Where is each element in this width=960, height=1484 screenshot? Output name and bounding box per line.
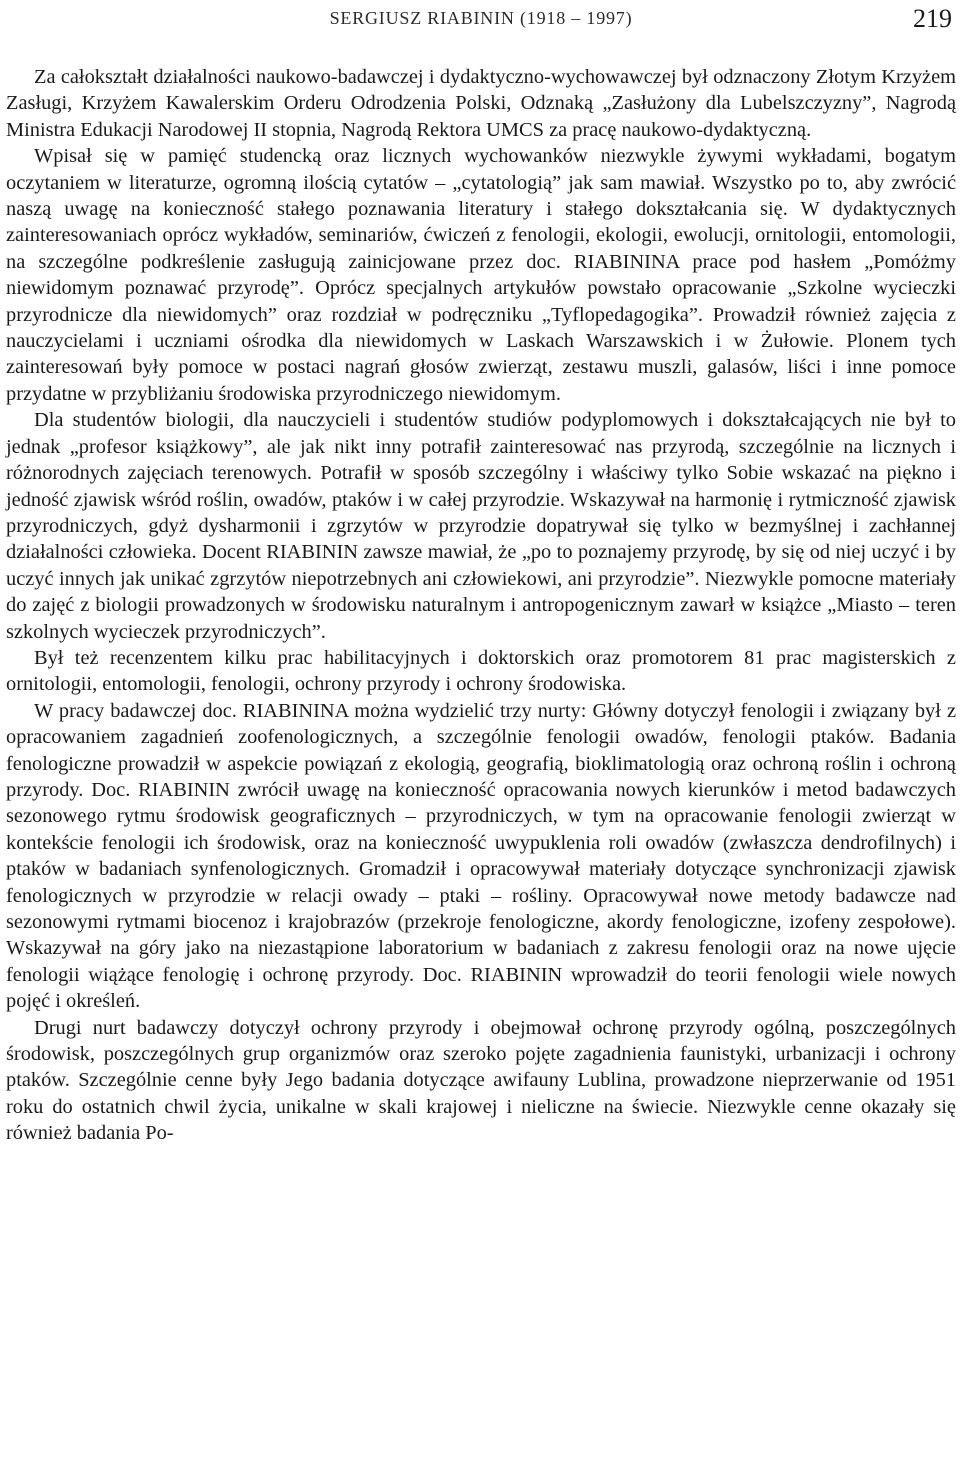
document-page bbox=[6, 0, 956, 1484]
paragraph-teaching: Wpisał się w pamięć studencką oraz licznych wychowanków niezwykle żywymi wykładami, bogatym oczytaniem w literaturze, ogromną ilością cytatów – „cytatologią” jak sam mawiał. Wszystko po to, aby zwrócić naszą uwagę na konieczność stałego poznawania literatury i stałego dokształcania się. W dydaktycznych zainteresowaniach oprócz wykładów, seminariów, ćwiczeń z fenologii, ekologii, ewolucji, ornitologii, entomologii, na szczególne podkreślenie zasługują zainicjowane przez doc. RIABININA prace pod hasłem „Pomóżmy niewidomym poznawać przyrodę”. Oprócz specjalnych artykułów powstało opracowanie „Szkolne wycieczki przyrodnicze dla niewidomych” oraz rozdział w podręczniku „Tyflopedagogika”. Prowadził również zajęcia z nauczycielami i uczniami ośrodka dla niewidomych w Laskach Warszawskich i w Żułowie. Plonem tych zainteresowań były pomoce w postaci nagrań głosów zwierząt, zestawu muszli, galasów, liści i inne pomoce przydatne w przybliżaniu środowiska przyrodniczego niewidomym. bbox=[6, 145, 956, 405]
running-title: SERGIUSZ RIABININ (1918 – 1997) bbox=[329, 8, 633, 28]
page-number: 219 bbox=[913, 4, 952, 33]
paragraph-conservation: Drugi nurt badawczy dotyczył ochrony przyrody i obejmował ochronę przyrody ogólną, poszczególnych środowisk, poszczególnych grup organizmów oraz szeroko pojęte zagadnienia faunistyki, urbanizacji i ochrony ptaków. Szczególnie cenne były Jego badania dotyczące awifauny Lublina, prowadzone nieprzerwanie od 1951 roku do ostatnich chwil życia, unikalne w skali krajowej i nieliczne na świecie. Niezwykle cenne okazały się również badania Po- bbox=[6, 1016, 956, 1145]
paragraph-awards: Za całokształt działalności naukowo-badawczej i dydaktyczno-wychowawczej był odznaczony Złotym Krzyżem Zasługi, Krzyżem Kawalerskim Orderu Odrodzenia Polski, Odznaką „Zasłużony dla Lubelszczyzny”, Nagrodą Ministra Edukacji Narodowej II stopnia, Nagrodą Rektora UMCS za pracę naukowo-dydaktyczną. bbox=[6, 66, 956, 141]
paragraph-research: W pracy badawczej doc. RIABININA można wydzielić trzy nurty: Główny dotyczył fenologii i związany był z opracowaniem zagadnień zoofenologicznych, a szczególnie fenologii owadów, fenologii ptaków. Badania fenologiczne prowadził w aspekcie powiązań z ekologią, geografią, bioklimatologią oraz ochroną roślin i ochroną przyrody. Doc. RIABININ zwrócił uwagę na konieczność opracowania nowych kierunków i metod badawczych sezonowego rytmu środowisk geograficznych – przyrodniczych, w tym na opracowanie fenologii zwierząt w kontekście fenologii ich środowisk, oraz na konieczność uwypuklenia roli owadów (zwłaszcza dendrofilnych) i ptaków w badaniach synfenologicznych. Gromadził i opracowywał materiały dotyczące synchronizacji zjawisk fenologicznych w przyrodzie w relacji owady – ptaki – rośliny. Opracowywał nowe metody badawcze nad sezonowymi rytmami biocenoz i krajobrazów (przekroje fenologiczne, akordy fenologiczne, izofeny zespołowe). Wskazywał na góry jako na niezastąpione laboratorium w badaniach z zakresu fenologii oraz na nowe ujęcie fenologii wiążące fenologię i ochronę przyrody. Doc. RIABININ wprowadził do teorii fenologii wiele nowych pojęć i określeń. bbox=[6, 699, 956, 1013]
body-text bbox=[6, 64, 956, 1147]
paragraph-students: Dla studentów biologii, dla nauczycieli i studentów studiów podyplomowych i dokształcających nie był to jednak „profesor książkowy”, ale jak nikt inny potrafił zainteresować nas przyrodą, szczególnie na licznych i różnorodnych zajęciach terenowych. Potrafił w sposób szczególny i właściwy tylko Sobie wskazać na piękno i jedność zjawisk wśród roślin, owadów, ptaków i w całej przyrodzie. Wskazywał na harmonię i rytmiczność zjawisk przyrodniczych, gdyż dysharmonii i zgrzytów w przyrodzie dopatrywał się tylko w bezmyślnej i zachłannej działalności człowieka. Docent RIABININ zawsze mawiał, że „po to poznajemy przyrodę, by się od niej uczyć i by uczyć innych jak unikać zgrzytów niepotrzebnych ani człowiekowi, ani przyrodzie”. Niezwykle pomocne materiały do zajęć z biologii prowadzonych w środowisku naturalnym i antropogenicznym zawarł w książce „Miasto – teren szkolnych wycieczek przyrodniczych”. bbox=[6, 409, 956, 643]
paragraph-reviewer: Był też recenzentem kilku prac habilitacyjnych i doktorskich oraz promotorem 81 prac magisterskich z ornitologii, entomologii, fenologii, ochrony przyrody i ochrony środowiska. bbox=[6, 646, 956, 696]
running-head bbox=[6, 6, 956, 32]
